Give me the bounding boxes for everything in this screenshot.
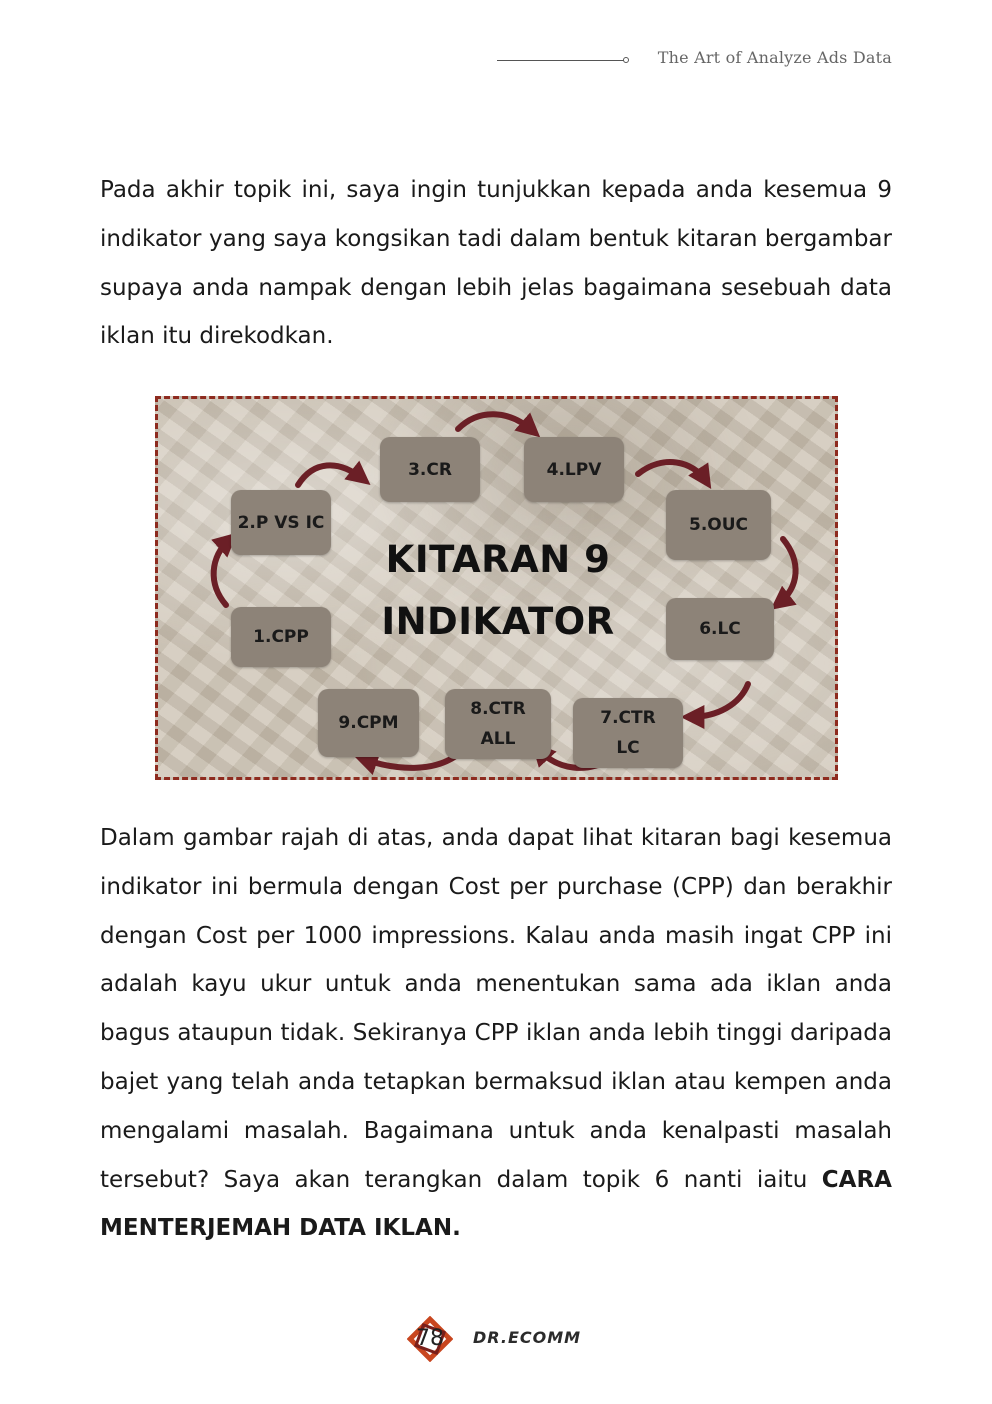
indicator-box-cpp: 1.CPP xyxy=(231,607,331,667)
indicator-box-lpv: 4.LPV xyxy=(524,437,624,502)
indicator-box-ouc: 5.OUC xyxy=(666,490,771,560)
explanation-paragraph xyxy=(100,814,892,1253)
indicator-box-cpm: 9.CPM xyxy=(318,689,419,757)
diagram-title-line2: INDIKATOR xyxy=(381,600,615,643)
indicator-cycle-diagram xyxy=(155,396,838,780)
indicator-box-ctr-lc: 7.CTR LC xyxy=(573,698,683,768)
header-rule xyxy=(497,60,625,61)
page-number: 78 xyxy=(416,1326,444,1351)
indicator-box-lc: 6.LC xyxy=(666,598,774,660)
explanation-text: Dalam gambar rajah di atas, anda dapat lihat kitaran bagi kesemua indikator ini bermula dengan Cost per purchase (CPP) dan berakhir dengan Cost per 1000 impressions. Kalau anda masih ingat CPP ini adalah kayu ukur untuk anda menentukan sama ada iklan anda bagus ataupun tidak. Sekiranya CPP iklan anda lebih tinggi daripada bajet yang telah anda tetapkan bermaksud iklan atau kempen anda mengalami masalah. Bagaimana untuk anda kenalpasti masalah tersebut? Saya akan terangkan dalam topik 6 nanti iaitu xyxy=(100,825,892,1193)
arrow-6-to-7 xyxy=(690,684,748,717)
arrow-3-to-4 xyxy=(458,414,533,431)
header-rule-dot xyxy=(623,57,629,63)
arrow-4-to-5 xyxy=(638,462,706,481)
diagram-title-line1: KITARAN 9 xyxy=(385,538,611,581)
indicator-box-ctr-all: 8.CTR ALL xyxy=(445,689,551,759)
indicator-box-cr: 3.CR xyxy=(380,437,480,502)
arrow-1-to-2 xyxy=(214,539,230,605)
header-title: The Art of Analyze Ads Data xyxy=(657,48,892,67)
diagram-title xyxy=(368,529,628,653)
intro-paragraph: Pada akhir topik ini, saya ingin tunjukkan kepada anda kesemua 9 indikator yang saya kongsikan tadi dalam bentuk kitaran bergambar supaya anda nampak dengan lebih jelas bagaimana sesebuah data iklan itu direkodkan. xyxy=(100,177,892,350)
arrow-5-to-6 xyxy=(778,539,796,604)
arrow-2-to-3 xyxy=(298,465,363,485)
brand-logo-text: DR.ECOMM xyxy=(473,1328,582,1347)
indicator-box-p-vs-ic: 2.P VS IC xyxy=(231,490,331,555)
emphasis-text: CARA MENTERJEMAH DATA IKLAN. xyxy=(100,1166,892,1242)
